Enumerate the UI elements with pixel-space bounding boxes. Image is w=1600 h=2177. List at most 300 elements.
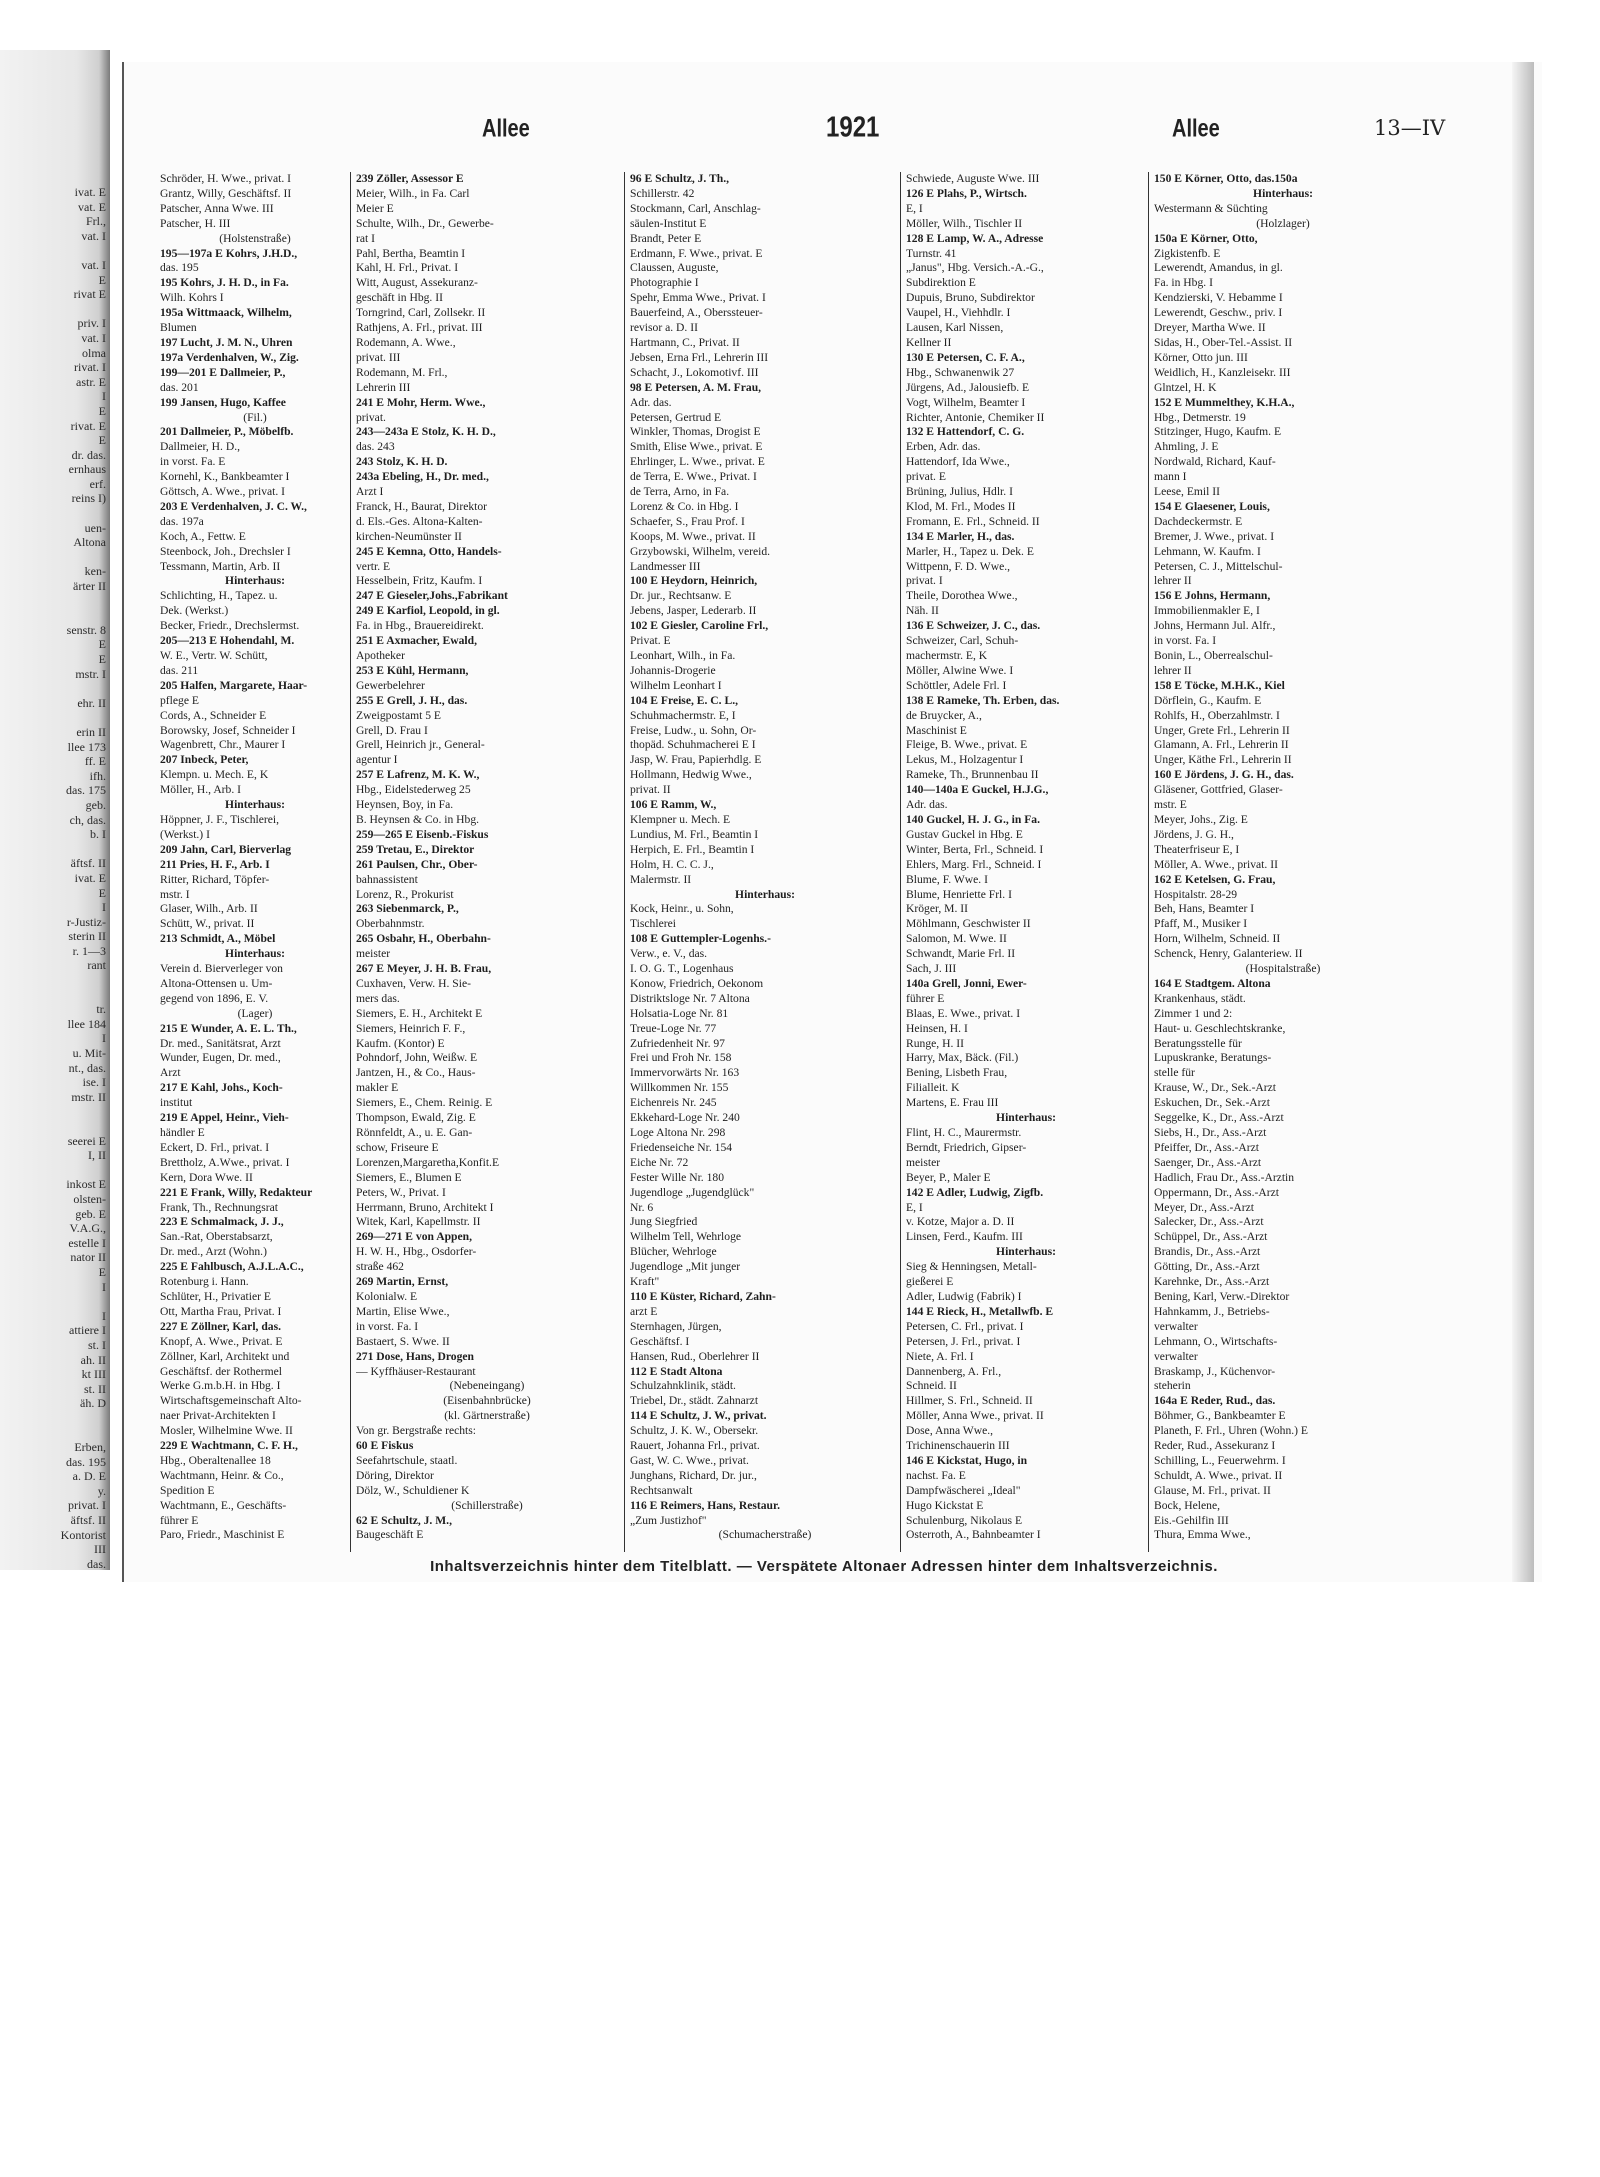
directory-entry-line: Photographie I xyxy=(630,276,699,290)
directory-entry-line: Schaefer, S., Frau Prof. I xyxy=(630,514,745,528)
directory-entry-line: de Bruycker, A., xyxy=(906,708,982,722)
directory-entry-line: Jebsen, Erna Frl., Lehrerin III xyxy=(630,350,769,364)
directory-entry-line: (Nebeneingang) xyxy=(449,1379,525,1393)
directory-entry-line: Koch, A., Fettw. E xyxy=(160,529,246,543)
directory-entry-line: Heynsen, Boy, in Fa. xyxy=(356,798,454,812)
directory-entry-line: Jebens, Jasper, Lederarb. II xyxy=(630,604,757,618)
directory-entry-line: Von gr. Bergstraße rechts: xyxy=(356,1424,476,1438)
directory-entry-line: 229 E Wachtmann, C. F. H., xyxy=(160,1439,298,1453)
directory-entry-line: 239 Zöller, Assessor E xyxy=(356,172,464,185)
directory-entry-line: Hbg., Oberaltenallee 18 xyxy=(160,1453,271,1467)
column-divider xyxy=(624,172,625,1552)
directory-entry-line: Schröder, H. Wwe., privat. I xyxy=(160,172,292,185)
directory-entry-line: Jugendloge „Mit junger xyxy=(630,1260,741,1274)
directory-entry-line: I. O. G. T., Logenhaus xyxy=(630,962,734,976)
directory-entry-line: Dörflein, G., Kaufm. E xyxy=(1154,693,1262,707)
directory-entry-line: 140a Grell, Jonni, Ewer- xyxy=(906,976,1027,990)
directory-entry-line: Kröger, M. II xyxy=(906,902,968,916)
directory-entry-line: Ott, Martha Frau, Privat. I xyxy=(160,1304,282,1318)
directory-entry-line: W. E., Vertr. W. Schütt, xyxy=(160,649,268,662)
directory-entry-line: Steenbock, Joh., Drechsler I xyxy=(160,544,291,558)
fragment-line: y. xyxy=(97,1483,106,1498)
fragment-line xyxy=(2,710,106,725)
directory-entry-line: 110 E Küster, Richard, Zahn- xyxy=(630,1289,776,1303)
directory-entry-line: Thura, Emma Wwe., xyxy=(1154,1528,1251,1542)
directory-entry-line: Eichenreis Nr. 245 xyxy=(630,1096,717,1110)
directory-entry-line: Rodemann, A. Wwe., xyxy=(356,335,456,349)
directory-entry-line: (Schillerstraße) xyxy=(451,1498,523,1512)
directory-entry-line: säulen-Institut E xyxy=(630,216,707,230)
directory-entry-line: 259—265 E Eisenb.-Fiskus xyxy=(356,827,489,841)
directory-entry-line: Blume, F. Wwe. I xyxy=(906,872,988,886)
directory-entry-line: Dek. (Werkst.) xyxy=(160,604,229,618)
directory-entry-line: 164 E Stadtgem. Altona xyxy=(1154,976,1271,990)
directory-entry-line: meister xyxy=(356,947,391,961)
directory-entry-line: Rauert, Johanna Frl., privat. xyxy=(630,1439,760,1453)
directory-entry-line: bahnassistent xyxy=(356,872,418,886)
directory-entry-line: Spedition E xyxy=(160,1483,215,1497)
directory-entry-line: 259 Tretau, E., Direktor xyxy=(356,842,475,856)
directory-entry-line: 201 Dallmeier, P., Möbelfb. xyxy=(160,425,294,439)
directory-entry-line: privat. xyxy=(356,410,386,424)
directory-entry-line: Holsatia-Loge Nr. 81 xyxy=(630,1006,729,1020)
fragment-line: I xyxy=(102,1279,106,1294)
directory-entry-line: 162 E Ketelsen, G. Frau, xyxy=(1154,872,1276,886)
directory-entry-line: Seefahrtschule, staatl. xyxy=(356,1453,458,1467)
directory-entry-line: Glntzel, H. K xyxy=(1154,380,1217,394)
directory-entry-line: Schütt, W., privat. II xyxy=(160,917,255,931)
directory-entry-line: Mosler, Wilhelmine Wwe. II xyxy=(160,1424,293,1438)
fragment-line: mstr. II xyxy=(71,1089,106,1104)
fragment-line: ise. I xyxy=(82,1075,106,1090)
header-street-right: Allee xyxy=(1172,115,1220,143)
directory-entry-line: 136 E Schweizer, J. C., das. xyxy=(906,619,1041,633)
fragment-line: I, II xyxy=(88,1148,106,1163)
directory-entry-line: 199 Jansen, Hugo, Kaffee xyxy=(160,395,286,409)
directory-entry-line: Gewerbelehrer xyxy=(356,678,425,692)
directory-entry-line: makler E xyxy=(356,1081,399,1095)
directory-entry-line: Schweizer, Carl, Schuh- xyxy=(906,634,1019,648)
directory-entry-line: Cuxhaven, Verw. H. Sie- xyxy=(356,976,471,990)
directory-entry-line: mann I xyxy=(1154,470,1187,484)
directory-entry-line: Kellner II xyxy=(906,335,952,349)
directory-entry-line: Landmesser III xyxy=(630,559,701,573)
directory-entry-line: Spehr, Emma Wwe., Privat. I xyxy=(630,291,766,305)
directory-entry-line: Rathjens, A. Frl., privat. III xyxy=(356,321,483,335)
directory-entry-line: Herpich, E. Frl., Beamtin I xyxy=(630,842,755,856)
directory-entry-line: in vorst. Fa. I xyxy=(1154,634,1217,648)
directory-entry-line: 267 E Meyer, J. H. B. Frau, xyxy=(356,962,492,976)
directory-entry-line: 263 Siebenmarck, P., xyxy=(356,902,459,916)
directory-entry-line: Kock, Heinr., u. Sohn, xyxy=(630,902,734,916)
directory-page xyxy=(122,62,1542,1582)
directory-entry-line: Zufriedenheit Nr. 97 xyxy=(630,1036,725,1050)
directory-entry-line: 257 E Lafrenz, M. K. W., xyxy=(356,768,480,782)
directory-entry-line: Fromann, E. Frl., Schneid. II xyxy=(906,514,1040,528)
directory-entry-line: lehrer II xyxy=(1154,663,1192,677)
directory-entry-line: privat. I xyxy=(906,574,943,588)
directory-entry-line: E, I xyxy=(906,1200,923,1214)
fragment-line: inkost E xyxy=(66,1177,106,1192)
directory-entry-line: Meyer, Dr., Ass.-Arzt xyxy=(1154,1200,1254,1214)
directory-entry-line: Koops, M. Wwe., privat. II xyxy=(630,529,756,543)
directory-entry-line: Immervorwärts Nr. 163 xyxy=(630,1066,740,1080)
directory-entry-line: in vorst. Fa. I xyxy=(356,1319,419,1333)
directory-entry-line: Winter, Berta, Frl., Schneid. I xyxy=(906,842,1044,856)
directory-entry-line: Junghans, Richard, Dr. jur., xyxy=(630,1468,757,1482)
directory-entry-line: 106 E Ramm, W., xyxy=(630,798,717,812)
directory-entry-line: 197 Lucht, J. M. N., Uhren xyxy=(160,335,293,349)
directory-entry-line: Knopf, A. Wwe., Privat. E xyxy=(160,1334,283,1348)
directory-entry-line: Pohndorf, John, Weißw. E xyxy=(356,1051,478,1065)
directory-entry-line: Petersen, C. J., Mittelschul- xyxy=(1154,559,1283,573)
directory-entry-line: Bening, Lisbeth Frau, xyxy=(906,1066,1008,1080)
directory-entry-line: Schuldt, A. Wwe., privat. II xyxy=(1154,1468,1283,1482)
directory-entry-line: händler E xyxy=(160,1126,205,1139)
directory-entry-line: 60 E Fiskus xyxy=(356,1439,414,1453)
directory-entry-line: Wunder, Eugen, Dr. med., xyxy=(160,1051,281,1065)
directory-entry-line: Cords, A., Schneider E xyxy=(160,708,267,722)
directory-entry-line: Vaupel, H., Viehhdlr. I xyxy=(906,306,1011,320)
directory-entry-line: Reder, Rud., Assekuranz I xyxy=(1154,1439,1276,1453)
fragment-line: äh. D xyxy=(80,1396,106,1411)
fragment-line: senstr. 8 xyxy=(66,622,106,637)
directory-entry-line: Meier E xyxy=(356,201,394,215)
directory-entry-line: Runge, H. II xyxy=(906,1036,964,1050)
directory-entry-line: 219 E Appel, Heinr., Vieh- xyxy=(160,1111,289,1125)
directory-entry-line: privat. II xyxy=(630,783,671,797)
directory-column-4 xyxy=(906,172,1146,1544)
directory-entry-line: Bremer, J. Wwe., privat. I xyxy=(1154,529,1275,543)
directory-entry-line: Rohlfs, H., Oberzahlmstr. I xyxy=(1154,708,1280,722)
page-header xyxy=(124,111,1542,148)
directory-entry-line: mstr. E xyxy=(1154,798,1187,812)
fragment-line: geb. E xyxy=(75,1206,106,1221)
directory-entry-line: Grell, Heinrich jr., General- xyxy=(356,738,485,752)
directory-entry-line: 211 Pries, H. F., Arb. I xyxy=(160,857,270,871)
directory-entry-line: agentur I xyxy=(356,753,398,767)
directory-entry-line: Witek, Karl, Kapellmstr. II xyxy=(356,1215,481,1229)
directory-entry-line: Hugo Kickstat E xyxy=(906,1498,984,1512)
directory-entry-line xyxy=(1154,1543,1412,1544)
directory-entry-line: schow, Friseure E xyxy=(356,1140,439,1154)
fragment-line: st. I xyxy=(88,1337,106,1352)
directory-entry-line: — Kyffhäuser-Restaurant xyxy=(356,1364,476,1378)
fragment-line: estelle I xyxy=(68,1235,106,1250)
fragment-line xyxy=(2,1104,106,1119)
directory-entry-line: Petersen, C. Frl., privat. I xyxy=(906,1319,1024,1333)
directory-entry-line: 243—243a E Stolz, K. H. D., xyxy=(356,425,496,439)
directory-entry-line: Kornehl, K., Bankbeamter I xyxy=(160,470,290,484)
directory-entry-line: gegend von 1896, E. V. xyxy=(160,991,269,1005)
directory-entry-line: Fleige, B. Wwe., privat. E xyxy=(906,738,1028,752)
directory-entry-line: Siemers, Heinrich F. F., xyxy=(356,1021,466,1035)
directory-entry-line: Nr. 6 xyxy=(630,1200,654,1214)
directory-entry-line: Salecker, Dr., Ass.-Arzt xyxy=(1154,1215,1264,1229)
directory-entry-line: Zweigpostamt 5 E xyxy=(356,708,442,722)
directory-entry-line: Grell, D. Frau I xyxy=(356,723,428,737)
directory-entry-line: Hadlich, Frau Dr., Ass.-Arztin xyxy=(1154,1170,1295,1184)
directory-entry-line: Hollmann, Hedwig Wwe., xyxy=(630,768,752,782)
fragment-line: E xyxy=(98,433,106,448)
fragment-line xyxy=(2,506,106,521)
directory-entry-line: 227 E Zöllner, Karl, das. xyxy=(160,1319,281,1333)
directory-entry-line: Hospitalstr. 28-29 xyxy=(1154,887,1238,901)
fragment-line: tr. xyxy=(96,1002,106,1017)
directory-entry-line: straße 462 xyxy=(356,1260,404,1274)
directory-entry-line: Brandt, Peter E xyxy=(630,231,702,245)
directory-entry-line: machermstr. E, K xyxy=(906,649,988,662)
directory-entry-line: Rönnfeldt, A., u. E. Gan- xyxy=(356,1126,473,1139)
directory-entry-line xyxy=(160,1543,350,1544)
fragment-line: b. I xyxy=(90,827,106,842)
directory-entry-line: Hesselbein, Fritz, Kaufm. I xyxy=(356,574,483,588)
directory-entry-line: 62 E Schultz, J. M., xyxy=(356,1513,452,1527)
directory-entry-line: Schüppel, Dr., Ass.-Arzt xyxy=(1154,1230,1268,1244)
directory-entry-line: Hinterhaus: xyxy=(225,798,285,812)
directory-entry-line: Malermstr. II xyxy=(630,872,692,886)
directory-entry-line: 102 E Giesler, Caroline Frl., xyxy=(630,619,769,633)
directory-entry-line: Siemers, E. H., Architekt E xyxy=(356,1006,483,1020)
directory-entry-line: arzt E xyxy=(630,1304,658,1318)
directory-entry-line: Dose, Anna Wwe., xyxy=(906,1424,994,1438)
fragment-line: privat. I xyxy=(68,1498,106,1513)
directory-entry-line: (kl. Gärtnerstraße) xyxy=(444,1409,530,1423)
directory-entry-line: Hansen, Rud., Oberlehrer II xyxy=(630,1349,760,1363)
directory-entry-line: Schwandt, Marie Frl. II xyxy=(906,947,1016,961)
directory-entry-line: Bauerfeind, A., Oberssteuer- xyxy=(630,306,763,320)
directory-entry-line: Maschinist E xyxy=(906,723,967,737)
directory-entry-line: Jasp, W. Frau, Papierhdlg. E xyxy=(630,753,762,767)
directory-entry-line: Brüning, Julius, Hdlr. I xyxy=(906,485,1013,499)
directory-entry-line: 269—271 E von Appen, xyxy=(356,1230,472,1244)
directory-entry-line: Klempner u. Mech. E xyxy=(630,812,731,826)
directory-entry-line: Gast, W. C. Wwe., privat. xyxy=(630,1453,749,1467)
directory-entry-line: 154 E Glaesener, Louis, xyxy=(1154,499,1270,513)
directory-entry-line: Götting, Dr., Ass.-Arzt xyxy=(1154,1260,1260,1274)
directory-entry-line: Schulzahnklinik, städt. xyxy=(630,1379,736,1393)
directory-entry-line: Arzt I xyxy=(356,485,384,499)
fragment-line: r. 1—3 xyxy=(72,943,106,958)
directory-entry-line: Ritter, Richard, Töpfer- xyxy=(160,872,270,886)
directory-entry-line: Bening, Karl, Verw.-Direktor xyxy=(1154,1289,1290,1303)
directory-entry-line: Treue-Loge Nr. 77 xyxy=(630,1021,717,1035)
directory-entry-line: Becker, Friedr., Drechslermst. xyxy=(160,619,300,633)
directory-entry-line: 126 E Plahs, P., Wirtsch. xyxy=(906,186,1027,200)
directory-entry-line: 243a Ebeling, H., Dr. med., xyxy=(356,470,489,484)
directory-entry-line: Leese, Emil II xyxy=(1154,485,1220,499)
fragment-line: E xyxy=(98,885,106,900)
directory-entry-line: de Terra, E. Wwe., Privat. I xyxy=(630,470,757,484)
directory-entry-line: Lupuskranke, Beratungs- xyxy=(1154,1051,1272,1065)
directory-entry-line: 158 E Töcke, M.H.K., Kiel xyxy=(1154,678,1285,692)
fragment-line: das. xyxy=(87,1556,106,1570)
directory-entry-line: Borowsky, Josef, Schneider I xyxy=(160,723,296,737)
fragment-line: E xyxy=(98,652,106,666)
directory-entry-line: Glamann, A. Frl., Lehrerin II xyxy=(1154,738,1289,752)
directory-entry-line: Wilh. Kohrs I xyxy=(160,291,224,305)
directory-entry-line: Johns, Hermann Jul. Alfr., xyxy=(1154,619,1276,633)
fragment-line: III xyxy=(94,1542,106,1557)
directory-entry-line: Beyer, P., Maler E xyxy=(906,1170,991,1184)
fragment-line: u. Mit- xyxy=(72,1046,106,1061)
directory-entry-line: Marler, H., Tapez u. Dek. E xyxy=(906,544,1034,558)
directory-entry-line: 132 E Hattendorf, C. G. xyxy=(906,425,1025,439)
fragment-line xyxy=(2,550,106,565)
directory-entry-line: Gustav Guckel in Hbg. E xyxy=(906,827,1023,841)
directory-entry-line: Vogt, Wilhelm, Beamter I xyxy=(906,395,1026,409)
directory-entry-line: Krause, W., Dr., Sek.-Arzt xyxy=(1154,1081,1277,1095)
directory-entry-line: Martin, Elise Wwe., xyxy=(356,1304,450,1318)
directory-entry-line: Blücher, Wehrloge xyxy=(630,1245,717,1259)
directory-entry-line: Bastaert, S. Wwe. II xyxy=(356,1334,450,1348)
directory-entry-line: Dr. jur., Rechtsanw. E xyxy=(630,589,732,603)
directory-entry-line: privat. III xyxy=(356,350,401,364)
directory-entry-line: Petersen, Gertrud E xyxy=(630,410,722,424)
fragment-line: reins I) xyxy=(71,491,106,506)
directory-entry-line: Lundius, M. Frl., Beamtin I xyxy=(630,827,759,841)
directory-entry-line: Meier, Wilh., in Fa. Carl xyxy=(356,186,470,200)
directory-entry-line: Grzybowski, Wilhelm, vereid. xyxy=(630,544,771,558)
directory-entry-line: Triebel, Dr., städt. Zahnarzt xyxy=(630,1394,759,1408)
directory-entry-line: Kaufm. (Kontor) E xyxy=(356,1036,445,1050)
fragment-line: rant xyxy=(87,958,106,973)
directory-entry-line: Grantz, Willy, Geschäftsf. II xyxy=(160,186,292,200)
directory-entry-line: (Eisenbahnbrücke) xyxy=(443,1394,531,1408)
directory-entry-line: Dachdeckermstr. E xyxy=(1154,514,1243,528)
directory-entry-line: 100 E Heydorn, Heinrich, xyxy=(630,574,758,588)
directory-entry-line: Fa. in Hbg. I xyxy=(1154,276,1213,290)
directory-entry-line: Brandis, Dr., Ass.-Arzt xyxy=(1154,1245,1261,1259)
directory-entry-line: das. 197a xyxy=(160,514,204,528)
directory-entry-line: 116 E Reimers, Hans, Restaur. xyxy=(630,1498,780,1512)
directory-entry-line: Lekus, M., Holzagentur I xyxy=(906,753,1024,767)
fragment-line: priv. I xyxy=(77,316,106,331)
directory-entry-line: v. Kotze, Major a. D. II xyxy=(906,1215,1015,1229)
directory-entry-line: Jürgens, Ad., Jalousiefb. E xyxy=(906,380,1030,394)
fragment-line: vat. I xyxy=(81,330,106,345)
directory-entry-line: kirchen-Neumünster II xyxy=(356,529,462,543)
directory-entry-line: Friedenseiche Nr. 154 xyxy=(630,1140,733,1154)
directory-entry-line: 247 E Gieseler,Johs.,Fabrikant xyxy=(356,589,508,603)
directory-entry-line: 140—140a E Guckel, H.J.G., xyxy=(906,783,1049,797)
directory-entry-line: 138 E Rameke, Th. Erben, das. xyxy=(906,693,1060,707)
fragment-line: a. D. E xyxy=(72,1469,106,1484)
directory-entry-line: Pfaff, M., Musiker I xyxy=(1154,917,1248,931)
directory-entry-line: Theile, Dorothea Wwe., xyxy=(906,589,1018,603)
directory-entry-line: Schilling, L., Feuerwehrm. I xyxy=(1154,1453,1286,1467)
directory-entry-line: Eis.-Gehilfin III xyxy=(1154,1513,1229,1527)
fragment-line: ivat. E xyxy=(74,185,106,199)
directory-entry-line: Westermann & Süchting xyxy=(1154,201,1268,215)
directory-entry-line xyxy=(906,1543,1146,1544)
directory-entry-line: Rodemann, M. Frl., xyxy=(356,365,448,379)
directory-entry-line: „Janus", Hbg. Versich.-A.-G., xyxy=(906,261,1044,275)
directory-entry-line: Lehmann, O., Wirtschafts- xyxy=(1154,1334,1278,1348)
directory-entry-line: 195a Wittmaack, Wilhelm, xyxy=(160,306,292,320)
directory-entry-line: Ehrlinger, L. Wwe., privat. E xyxy=(630,455,765,469)
directory-entry-line: Peters, W., Privat. I xyxy=(356,1185,446,1199)
directory-entry-line: 203 E Verdenhalven, J. C. W., xyxy=(160,499,307,513)
fragment-line: I xyxy=(102,1308,106,1323)
directory-entry-line: verwalter xyxy=(1154,1349,1198,1363)
directory-entry-line: Krankenhaus, städt. xyxy=(1154,991,1246,1005)
directory-entry-line: 195 Kohrs, J. H. D., in Fa. xyxy=(160,276,289,290)
directory-entry-line: Arzt xyxy=(160,1066,181,1080)
directory-entry-line: 114 E Schultz, J. W., privat. xyxy=(630,1409,767,1423)
fragment-line: nt., das. xyxy=(68,1060,106,1075)
fragment-line: st. II xyxy=(84,1381,106,1396)
directory-entry-line: Smith, Elise Wwe., privat. E xyxy=(630,440,763,454)
directory-entry-line: Linsen, Ferd., Kaufm. III xyxy=(906,1230,1023,1244)
fragment-line: das. 195 xyxy=(66,1454,106,1469)
directory-entry-line: Wachtmann, E., Geschäfts- xyxy=(160,1498,287,1512)
directory-entry-line: Schlüter, H., Privatier E xyxy=(160,1289,271,1303)
directory-entry-line: 209 Jahn, Carl, Bierverlag xyxy=(160,842,292,856)
directory-entry-line: Rameke, Th., Brunnenbau II xyxy=(906,768,1039,782)
directory-entry-line: Altona-Ottensen u. Um- xyxy=(160,976,273,990)
directory-entry-line: Schneid. II xyxy=(906,1379,957,1393)
directory-entry-line: mers das. xyxy=(356,991,400,1005)
directory-entry-line: Verein d. Bierverleger von xyxy=(160,962,283,976)
directory-entry-line: Lewerendt, Geschw., priv. I xyxy=(1154,306,1283,320)
directory-entry-line: das. 201 xyxy=(160,380,199,394)
fragment-line xyxy=(2,988,106,1003)
fragment-line: ff. E xyxy=(84,754,106,769)
fragment-line: äftsf. II xyxy=(70,856,106,871)
directory-entry-line: (Schumacherstraße) xyxy=(718,1528,812,1542)
directory-entry-line: Subdirektion E xyxy=(906,276,976,290)
directory-entry-line: Berndt, Friedrich, Gipser- xyxy=(906,1140,1027,1154)
directory-entry-line: Schillerstr. 42 xyxy=(630,186,695,200)
directory-entry-line: 195—197a E Kohrs, J.H.D., xyxy=(160,246,298,260)
fragment-line xyxy=(2,608,106,623)
directory-entry-line: Privat. E xyxy=(630,634,671,648)
fragment-line: dr. das. xyxy=(71,447,106,462)
directory-entry-line: Dölz, W., Schuldiener K xyxy=(356,1483,470,1497)
directory-entry-line: Herrmann, Bruno, Architekt I xyxy=(356,1200,494,1214)
directory-entry-line: 128 E Lamp, W. A., Adresse xyxy=(906,231,1044,245)
directory-entry-line: Eckert, D. Frl., privat. I xyxy=(160,1140,270,1154)
directory-entry-line: 243 Stolz, K. H. D. xyxy=(356,455,448,469)
directory-entry-line: Bonin, L., Oberrealschul- xyxy=(1154,649,1273,662)
directory-entry-line: Lausen, Karl Nissen, xyxy=(906,321,1004,335)
directory-entry-line: Martens, E. Frau III xyxy=(906,1096,999,1110)
directory-entry-line: Adr. das. xyxy=(630,395,672,409)
directory-entry-line: Pahl, Bertha, Beamtin I xyxy=(356,246,466,260)
directory-entry-line: Kendzierski, V. Hebamme I xyxy=(1154,291,1283,305)
directory-entry-line: Franck, H., Baurat, Direktor xyxy=(356,499,488,513)
directory-entry-line: Rotenburg i. Hann. xyxy=(160,1275,249,1289)
fragment-line: Altona xyxy=(73,535,106,550)
fragment-line xyxy=(2,1163,106,1178)
directory-entry-line: Turnstr. 41 xyxy=(906,246,957,260)
directory-entry-line: Sieg & Henningsen, Metall- xyxy=(906,1260,1037,1274)
directory-entry-line: Siebs, H., Dr., Ass.-Arzt xyxy=(1154,1126,1267,1139)
directory-entry-line: 213 Schmidt, A., Möbel xyxy=(160,932,276,946)
fragment-line: erf. xyxy=(89,476,106,491)
directory-entry-line: (Hospitalstraße) xyxy=(1245,962,1321,976)
directory-entry-line: Unger, Käthe Frl., Lehrerin II xyxy=(1154,753,1292,767)
directory-entry-line: Wittpenn, F. D. Wwe., xyxy=(906,559,1011,573)
page-footer-note: Inhaltsverzeichnis hinter dem Titelblatt. — Verspätete Altonaer Adressen hinter dem Inhaltsverzeichnis. xyxy=(430,1558,1218,1575)
directory-entry-line: Verw., e. V., das. xyxy=(630,947,708,961)
directory-entry-line: Unger, Grete Frl., Lehrerin II xyxy=(1154,723,1290,737)
directory-entry-line: Wilhelm Leonhart I xyxy=(630,678,722,692)
directory-entry-line: (Lager) xyxy=(237,1006,273,1020)
fragment-line: sterin II xyxy=(68,929,106,944)
directory-entry-line: (Werkst.) I xyxy=(160,827,210,841)
